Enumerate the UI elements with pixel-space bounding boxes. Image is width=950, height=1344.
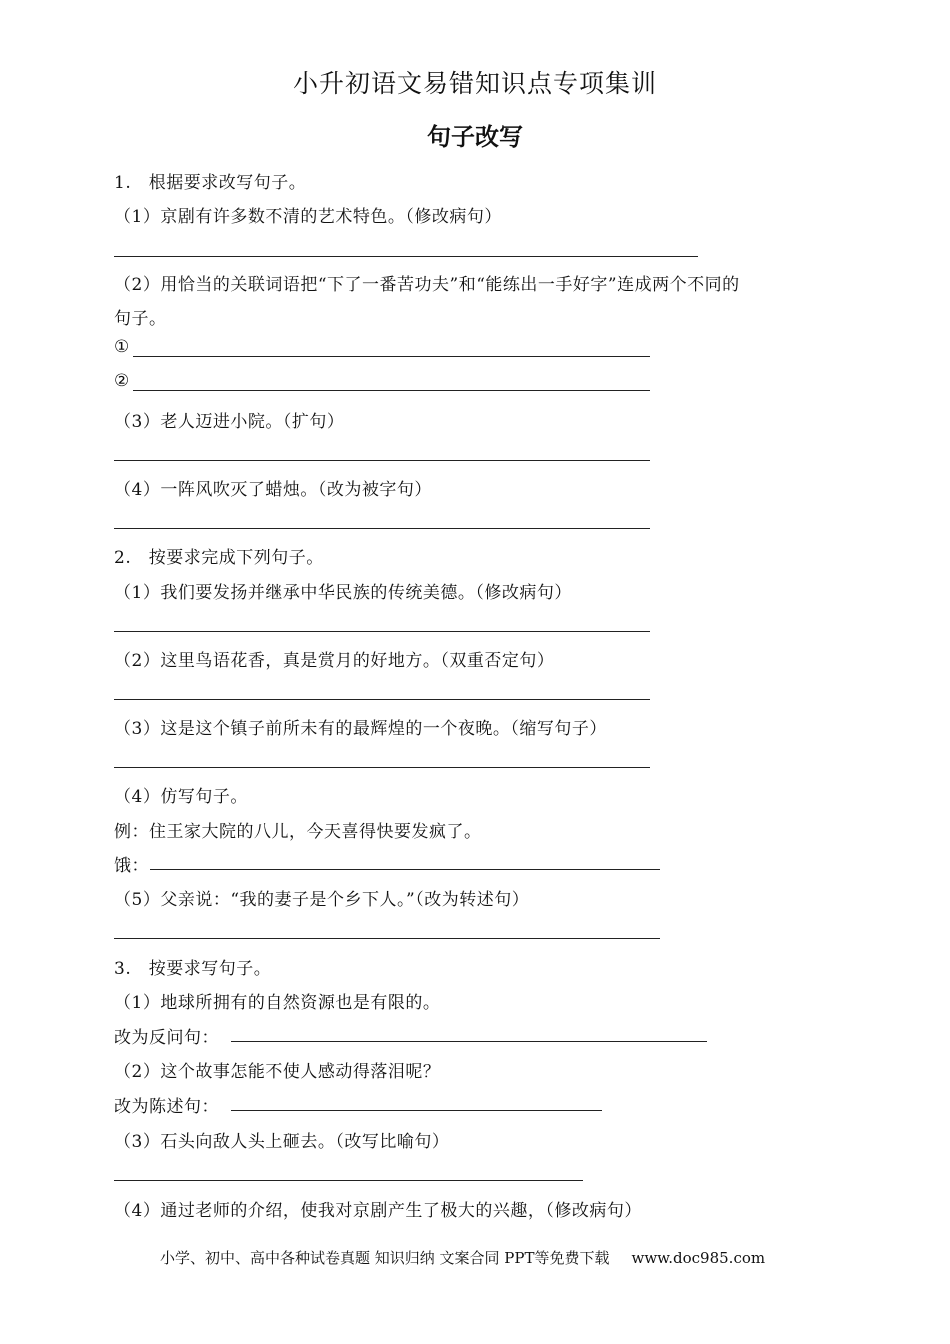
question-3-heading: 3. 按要求写句子。 [114, 959, 272, 979]
footer-text: 小学、初中、高中各种试卷真题 知识归纳 文案合同 PPT等免费下载 [160, 1249, 610, 1267]
declarative-label: 改为陈述句： [114, 1097, 219, 1117]
footer [160, 1247, 765, 1268]
question-2-5-prompt: （5）父亲说：“我的妻子是个乡下人。”（改为转述句） [114, 890, 530, 910]
question-2-4-prompt: （4）仿写句子。 [114, 787, 248, 807]
rhetorical-question-label: 改为反问句： [114, 1028, 219, 1048]
answer-line[interactable] [114, 1180, 583, 1181]
question-1-4-prompt: （4）一阵风吹灭了蜡烛。（改为被字句） [114, 480, 432, 500]
answer-line[interactable] [114, 699, 650, 700]
answer-line[interactable] [114, 528, 650, 529]
question-3-3-prompt: （3）石头向敌人头上砸去。（改写比喻句） [114, 1132, 450, 1152]
question-2-2-prompt: （2）这里鸟语花香，真是赏月的好地方。（双重否定句） [114, 651, 555, 671]
section-title: 句子改写 [427, 123, 523, 151]
question-3-4-prompt: （4）通过老师的介绍，使我对京剧产生了极大的兴趣，（修改病句） [114, 1201, 642, 1221]
answer-line[interactable] [231, 1041, 707, 1042]
answer-line[interactable] [133, 390, 650, 391]
answer-marker-2: ② [114, 371, 130, 391]
answer-line[interactable] [114, 767, 650, 768]
question-1-3-prompt: （3）老人迈进小院。（扩句） [114, 412, 345, 432]
answer-marker-1: ① [114, 337, 130, 357]
imitation-label: 饿： [114, 856, 149, 876]
answer-line[interactable] [114, 460, 650, 461]
question-1-2-prompt: （2）用恰当的关联词语把“下了一番苦功夫”和“能练出一手好字”连成两个不同的 [114, 275, 740, 295]
answer-line[interactable] [114, 938, 660, 939]
example-sentence: 例：住王家大院的八儿，今天喜得快要发疯了。 [114, 822, 482, 842]
question-1-heading: 1. 根据要求改写句子。 [114, 173, 307, 193]
question-1-1-prompt: （1）京剧有许多数不清的艺术特色。（修改病句） [114, 207, 502, 227]
question-3-1-prompt: （1）地球所拥有的自然资源也是有限的。 [114, 993, 441, 1013]
answer-line[interactable] [114, 256, 698, 257]
question-2-1-prompt: （1）我们要发扬并继承中华民族的传统美德。（修改病句） [114, 583, 572, 603]
question-2-3-prompt: （3）这是这个镇子前所未有的最辉煌的一个夜晚。（缩写句子） [114, 719, 607, 739]
footer-url[interactable]: www.doc985.com [631, 1249, 766, 1267]
answer-line[interactable] [114, 631, 650, 632]
question-3-2-prompt: （2）这个故事怎能不使人感动得落泪呢？ [114, 1062, 441, 1082]
answer-line[interactable] [150, 869, 660, 870]
answer-line[interactable] [231, 1110, 602, 1111]
question-1-2-prompt-cont: 句子。 [114, 309, 167, 329]
document-title: 小升初语文易错知识点专项集训 [292, 69, 657, 98]
question-2-heading: 2. 按要求完成下列句子。 [114, 548, 324, 568]
answer-line[interactable] [133, 356, 650, 357]
